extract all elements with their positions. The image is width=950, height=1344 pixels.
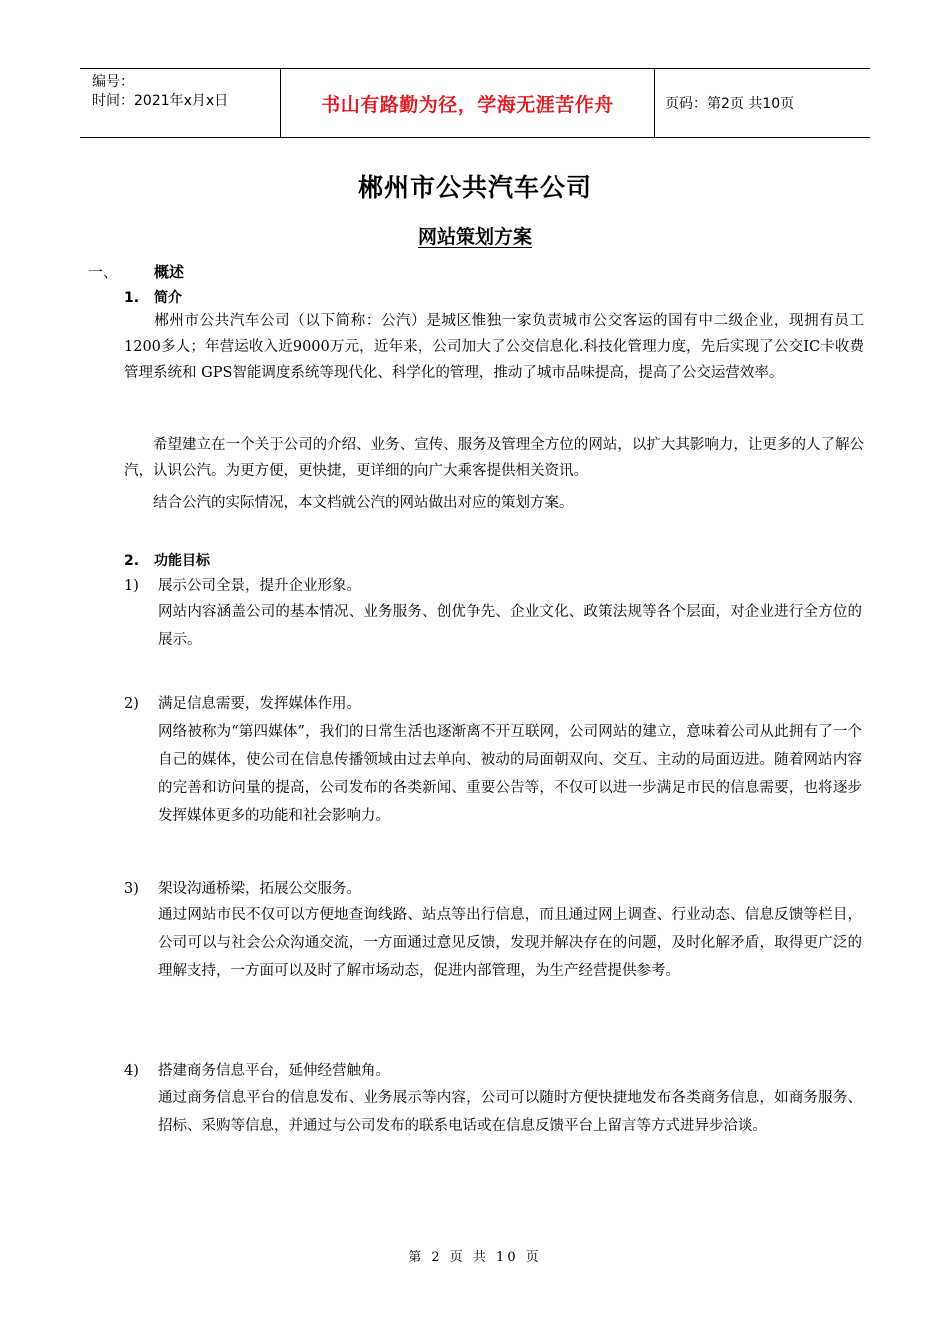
subsection-heading-intro [124, 287, 182, 307]
section-number: 一、 [88, 263, 119, 281]
goal-item [124, 1059, 390, 1080]
time-label: 时间：2021年x月x日 [92, 93, 229, 109]
goal-number: 3) [124, 881, 139, 897]
subsection-number: 2. [124, 553, 140, 569]
goal-number: 1) [124, 578, 139, 594]
goal-title: 满足信息需要，发挥媒体作用。 [158, 696, 361, 712]
goal-body: 通过商务信息平台的信息发布、业务展示等内容，公司可以随时方便快捷地发布各类商务信息，如商务服务、招标、采购等信息，并通过与公司发布的联系电话或在信息反馈平台上留言等方式进异步洽谈。 [158, 1090, 862, 1134]
goal-body: 通过网站市民不仅可以方便地查询线路、站点等出行信息，而且通过网上调查、行业动态、信息反馈等栏目，公司可以与社会公众沟通交流，一方面通过意见反馈，发现并解决存在的问题，及时化解矛盾，取得更广泛的理解支持，一方面可以及时了解市场动态，促进内部管理，为生产经营提供参考。 [158, 907, 862, 979]
motto: 书山有路勤为径，学海无涯苦作舟 [321, 93, 614, 116]
header-page-info-cell [655, 69, 870, 137]
number-label: 编号： [92, 74, 134, 90]
goal-number: 2) [124, 696, 139, 712]
subsection-title: 简介 [154, 290, 182, 306]
subsection-heading-goals [124, 550, 210, 570]
page-footer: 第 2 页 共 10 页 [408, 1250, 542, 1265]
subsection-title: 功能目标 [154, 553, 210, 569]
goal-item [124, 574, 361, 595]
goal-title: 架设沟通桥梁，拓展公交服务。 [158, 881, 361, 897]
header-meta [80, 69, 281, 137]
goal-title: 搭建商务信息平台，延伸经营触角。 [158, 1063, 390, 1079]
goal-number: 4) [124, 1063, 139, 1079]
subsection-number: 1. [124, 290, 140, 306]
subtitle-text: 网站策划方案 [417, 226, 532, 248]
goal-title: 展示公司全景，提升企业形象。 [158, 578, 361, 594]
section-heading [88, 261, 184, 282]
goal-body: 网站内容涵盖公司的基本情况、业务服务、创优争先、企业文化、政策法规等各个层面，对企业进行全方位的展示。 [158, 604, 862, 648]
intro-paragraph: 结合公汽的实际情况，本文档就公汽的网站做出对应的策划方案。 [124, 495, 574, 511]
page-header [80, 68, 870, 138]
intro-paragraph: 郴州市公共汽车公司（以下简称：公汽）是城区惟独一家负责城市公交客运的国有中二级企业，现拥有员工1200多人；年营运收入近9000万元，近年来，公司加大了公交信息化.科技化管理力度，先后实现了公交IC卡收费管理系统和 GPS智能调度系统等现代化、科学化的管理，推动了城市品味提高，提高了公交运营效率。 [124, 313, 864, 381]
header-motto-cell [281, 69, 655, 137]
page-info: 页码：第2页 共10页 [665, 96, 795, 112]
section-title: 概述 [154, 263, 185, 281]
goal-item [124, 877, 361, 898]
document-title: 郴州市公共汽车公司 [357, 173, 592, 202]
goal-body: 网络被称为“第四媒体”，我们的日常生活也逐渐离不开互联网，公司网站的建立，意味着公司从此拥有了一个自己的媒体，使公司在信息传播领域由过去单向、被动的局面朝双向、交互、主动的局面迈进。随着网站内容的完善和访问量的提高，公司发布的各类新闻、重要公告等，不仅可以进一步满足市民的信息需要，也将逐步发挥媒体更多的功能和社会影响力。 [158, 724, 862, 824]
goal-item [124, 692, 361, 713]
intro-paragraph: 希望建立在一个关于公司的介绍、业务、宣传、服务及管理全方位的网站，以扩大其影响力，让更多的人了解公汽，认识公汽。为更方便，更快捷，更详细的向广大乘客提供相关资讯。 [124, 437, 864, 479]
document-subtitle [0, 222, 950, 249]
